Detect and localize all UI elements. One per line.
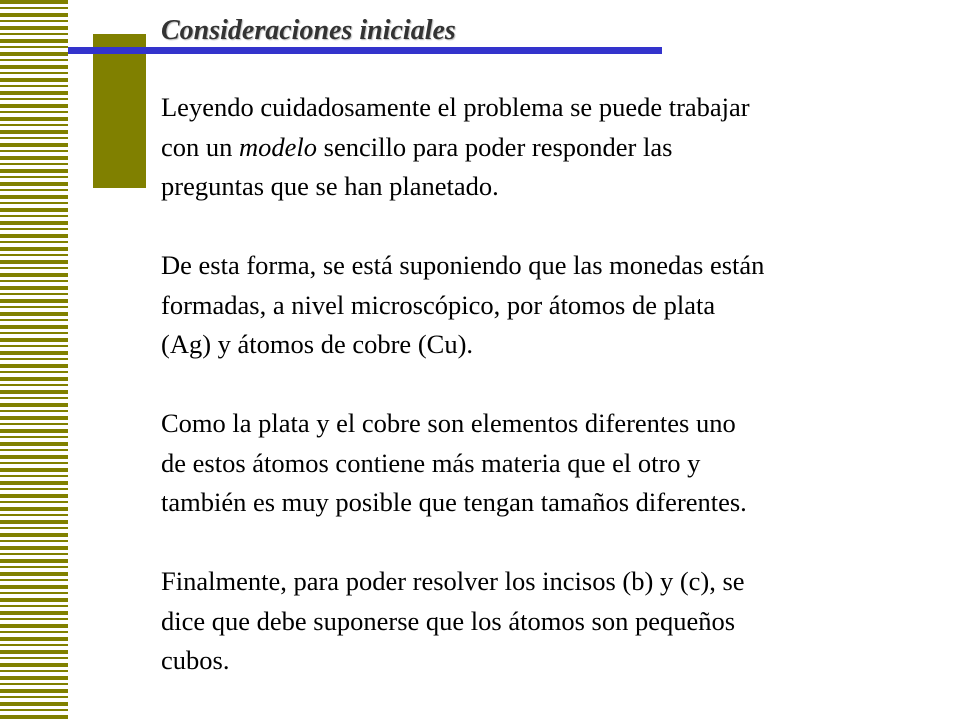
title-underline-rule	[68, 47, 662, 54]
paragraph-model	[161, 88, 901, 207]
text-line-with-emphasis	[161, 128, 901, 168]
slide-title: Consideraciones iniciales	[161, 15, 456, 46]
paragraph-atoms	[161, 246, 901, 365]
decorative-olive-block	[93, 34, 146, 188]
text-line: De esta forma, se está suponiendo que las monedas están	[161, 250, 765, 280]
text-line: cubos.	[161, 645, 230, 675]
text-line: preguntas que se han planetado.	[161, 171, 499, 201]
text-line: Como la plata y el cobre son elementos diferentes uno	[161, 408, 736, 438]
text-line: formadas, a nivel microscópico, por átomos de plata	[161, 289, 716, 320]
text-segment: sencillo para poder responder las	[317, 131, 673, 162]
text-line: dice que debe suponerse que los átomos son pequeños	[161, 605, 736, 636]
text-segment: con un	[161, 131, 240, 162]
paragraph-differences	[161, 404, 901, 523]
slide-body	[161, 88, 901, 681]
text-line: Leyendo cuidadosamente el problema se puede trabajar	[161, 92, 750, 122]
paragraph-cubes	[161, 562, 901, 681]
text-line: (Ag) y átomos de cobre (Cu).	[161, 329, 474, 359]
text-line: de estos átomos contiene más materia que el otro y	[161, 447, 701, 478]
emphasized-word: modelo	[239, 131, 318, 162]
text-line: también es muy posible que tengan tamaños diferentes.	[161, 487, 747, 517]
decorative-stripe-band	[0, 0, 68, 720]
text-line: Finalmente, para poder resolver los incisos (b) y (c), se	[161, 566, 745, 596]
